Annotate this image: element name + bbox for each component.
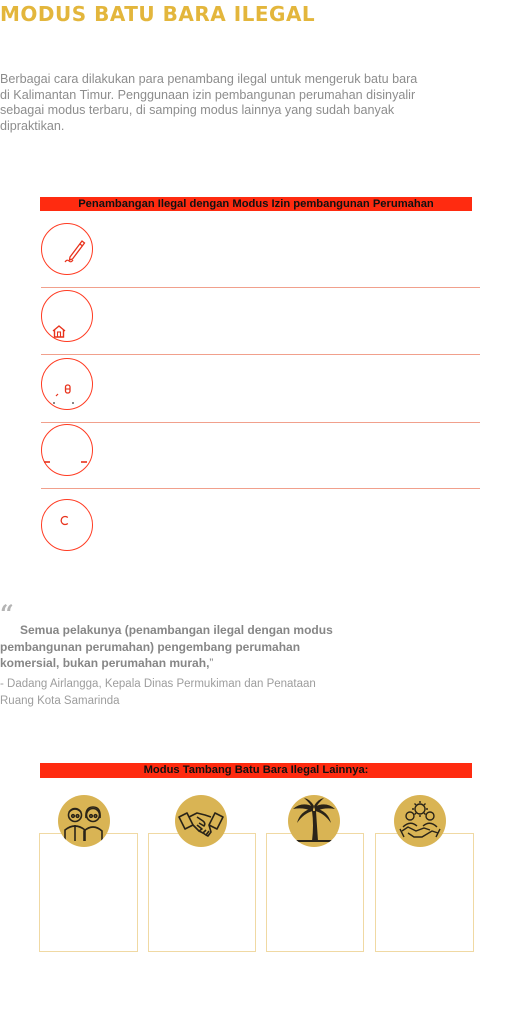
quote-mark: “ [0, 599, 14, 628]
divider [41, 354, 480, 355]
mode-card [148, 833, 256, 952]
section-banner-other-modes: Modus Tambang Batu Bara Ilegal Lainnya: [40, 763, 472, 778]
step-circle [41, 499, 93, 551]
section-banner-housing-permit: Penambangan Ilegal dengan Modus Izin pembangunan Perumahan [40, 197, 472, 211]
step-row [41, 356, 480, 423]
card-icon-circle [175, 795, 227, 847]
step-circle [41, 358, 93, 410]
excavator-icon [42, 425, 94, 477]
mode-card [39, 833, 138, 952]
pen-icon [42, 224, 94, 276]
card-icon-circle [58, 795, 110, 847]
intro-paragraph: Berbagai cara dilakukan para penambang ilegal untuk mengeruk batu bara di Kalimantan Timur. Penggunaan izin pembangunan perumahan disinyalir sebagai modus terbaru, di samping modus lainnya yang sudah banyak dipraktikan. [0, 72, 418, 133]
house-icon [42, 291, 94, 343]
page-title: MODUS BATU BARA ILEGAL [0, 2, 316, 26]
step-row [41, 288, 480, 355]
money-bag-icon [42, 359, 94, 411]
coal-icon [42, 500, 94, 552]
handshake-icon [175, 795, 227, 847]
mode-card [375, 833, 474, 952]
quote-attribution: - Dadang Airlangga, Kepala Dinas Permukiman dan Penataan Ruang Kota Samarinda [0, 678, 316, 707]
card-icon-circle [394, 795, 446, 847]
step-row [41, 422, 480, 489]
step-circle [41, 424, 93, 476]
mode-card [266, 833, 364, 952]
quote-text: Semua pelakunya (penambangan ilegal dengan modus pembangunan perumahan) pengembang perumahan komersial, bukan perumahan murah,” [0, 623, 333, 670]
step-row [41, 489, 480, 556]
card-icon-circle [288, 795, 340, 847]
elderly-couple-icon [58, 795, 110, 847]
partnership-icon [394, 795, 446, 847]
palm-tree-icon [288, 795, 340, 847]
step-row [41, 221, 480, 288]
step-circle [41, 290, 93, 342]
step-circle [41, 223, 93, 275]
